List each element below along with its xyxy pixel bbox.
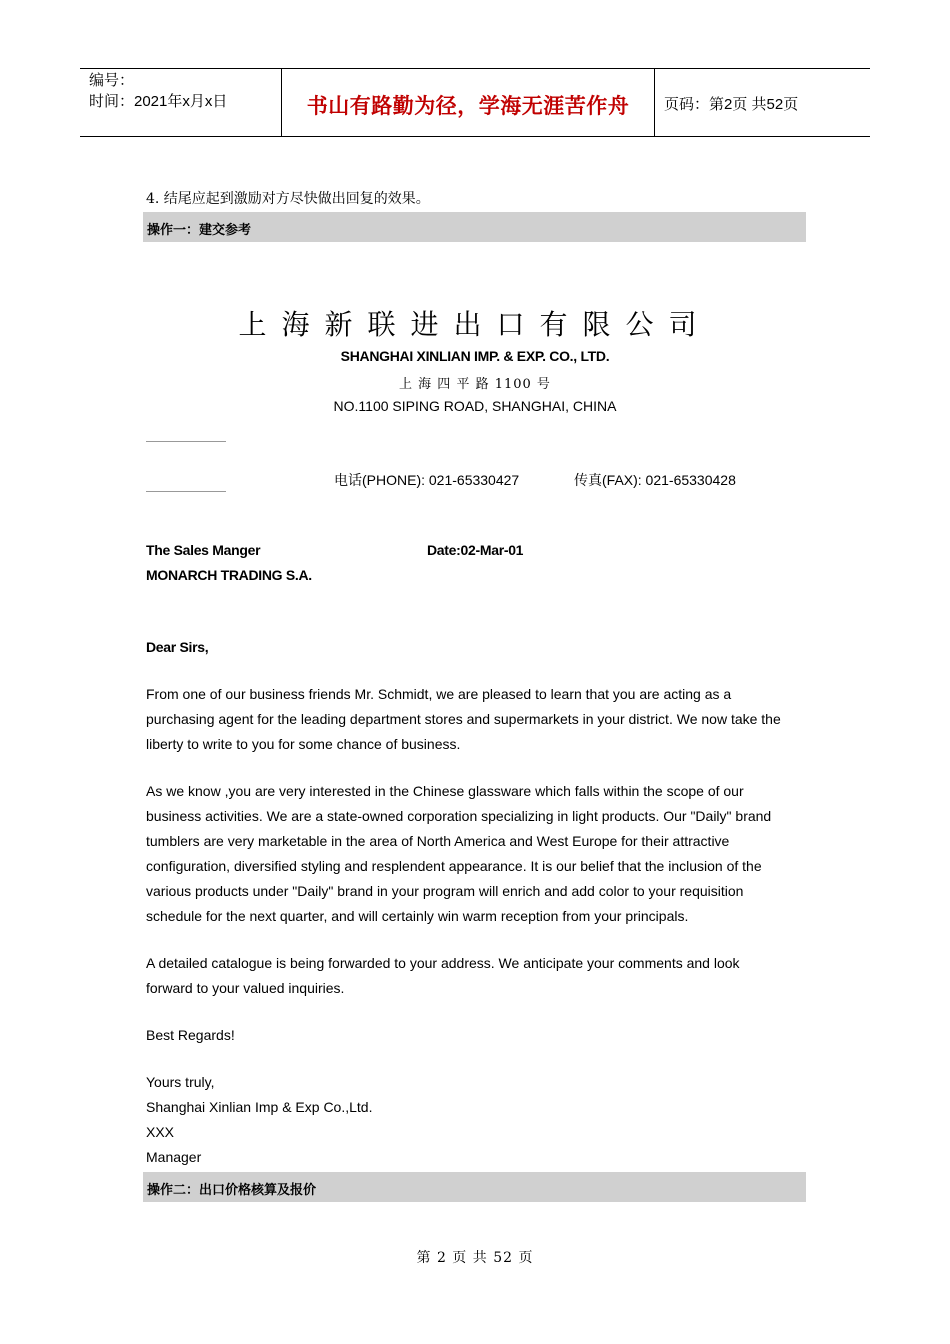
section-bar-2 (143, 1172, 806, 1202)
paragraph-1-line: purchasing agent for the leading department stores and supermarkets in your district. We now take the (146, 711, 781, 727)
header-motto: 书山有路勤为径，学海无涯苦作舟 (306, 94, 630, 118)
recipient-title: The Sales Manger (146, 542, 261, 558)
header-bottom-border (80, 136, 870, 137)
header-date-label: 时间：2021年x月x日 (89, 93, 228, 110)
paragraph-3 (146, 951, 740, 1001)
signature-title: Manager (146, 1149, 202, 1165)
paragraph-3-line: A detailed catalogue is being forwarded to your address. We anticipate your comments and look (146, 955, 740, 971)
paragraph-3-line: forward to your valued inquiries. (146, 980, 345, 996)
page-footer: 第 2 页 共 52 页 (416, 1250, 534, 1266)
header-number-label: 编号： (89, 72, 135, 89)
header-page-info: 页码：第2页 共52页 (664, 96, 799, 113)
paragraph-2 (146, 779, 771, 929)
paragraph-1-line: liberty to write to you for some chance of business. (146, 736, 461, 752)
header-divider-right (654, 68, 655, 136)
paragraph-2-line: various products under "Daily" brand in your program will enrich and add color to your requisition (146, 883, 744, 899)
divider-rule-1 (146, 441, 226, 442)
fax-line: 传真(FAX): 021-65330428 (574, 472, 736, 488)
divider-rule-2 (146, 491, 226, 492)
paragraph-2-line: schedule for the next quarter, and will certainly win warm reception from your principals. (146, 908, 689, 924)
paragraph-2-line: business activities. We are a state-owned corporation specializing in light products. Our "Daily" brand (146, 808, 772, 824)
signature-name: XXX (146, 1124, 175, 1140)
closing-line: Yours truly, (146, 1074, 215, 1090)
paragraph-2-line: tumblers are very marketable in the area of North America and West Europe for their attractive (146, 833, 730, 849)
address-cn: 上 海 四 平 路 1100 号 (399, 377, 551, 392)
intro-point: 4. 结尾应起到激励对方尽快做出回复的效果。 (146, 191, 430, 207)
paragraph-2-line: configuration, diversified styling and resplendent appearance. It is our belief that the inclusion of the (146, 858, 762, 874)
paragraph-2-line: As we know ,you are very interested in the Chinese glassware which falls within the scope of our (146, 783, 744, 799)
paragraph-1-line: From one of our business friends Mr. Schmidt, we are pleased to learn that you are acting as a (146, 686, 732, 702)
letter-date: Date:02-Mar-01 (427, 542, 524, 558)
address-en: NO.1100 SIPING ROAD, SHANGHAI, CHINA (333, 398, 617, 414)
recipient-company: MONARCH TRADING S.A. (146, 567, 312, 583)
header-meta (89, 70, 227, 112)
best-regards: Best Regards! (146, 1027, 235, 1043)
section-bar-1 (143, 212, 806, 242)
phone-line: 电话(PHONE): 021-65330427 (334, 472, 520, 488)
section-label-2: 操作二：出口价格核算及报价 (147, 1183, 317, 1198)
section-label-1: 操作一：建交参考 (147, 223, 252, 238)
company-name-cn: 上海新联进出口有限公司 (238, 308, 712, 341)
paragraph-1 (146, 682, 781, 757)
salutation: Dear Sirs, (146, 639, 209, 655)
company-name-en: SHANGHAI XINLIAN IMP. & EXP. CO., LTD. (340, 348, 610, 364)
signature-block (146, 1070, 372, 1170)
signature-company: Shanghai Xinlian Imp & Exp Co.,Ltd. (146, 1099, 373, 1115)
header-top-border (80, 68, 870, 69)
